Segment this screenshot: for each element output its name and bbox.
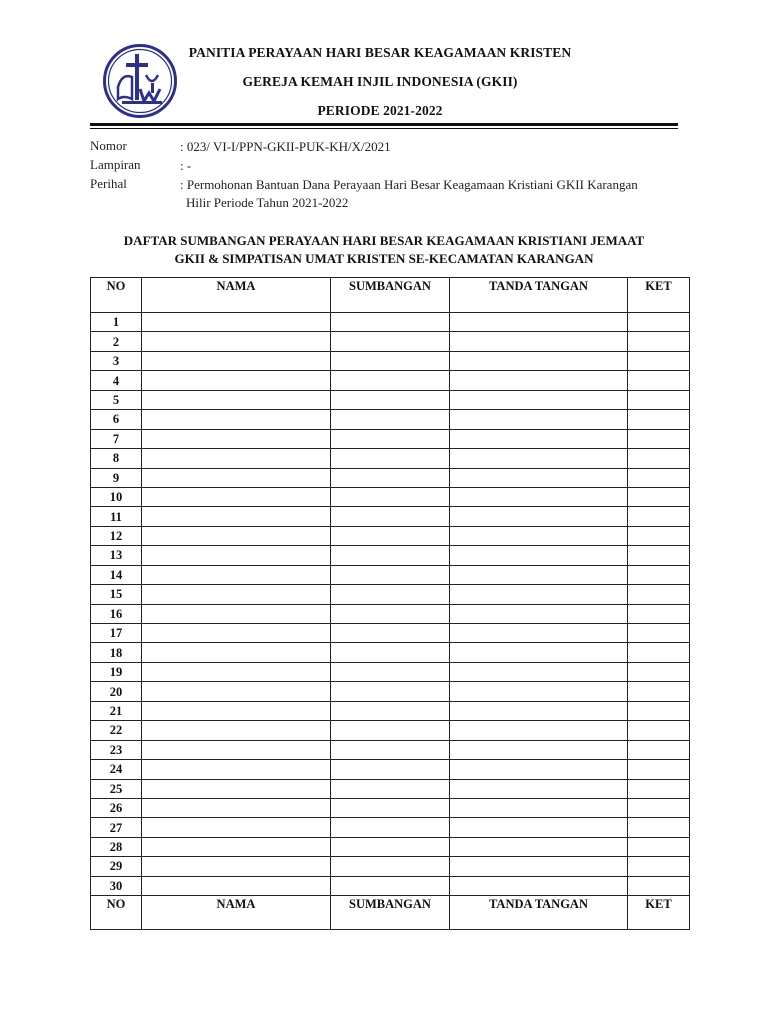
note-cell[interactable] (628, 682, 690, 701)
name-cell[interactable] (142, 818, 331, 837)
note-cell[interactable] (628, 585, 690, 604)
row-number: 25 (91, 779, 142, 798)
column-footer: SUMBANGAN (331, 896, 450, 930)
table-row (91, 740, 690, 759)
row-number: 17 (91, 624, 142, 643)
perihal-value-1: : Permohonan Bantuan Dana Perayaan Hari Besar Keagamaan Kristiani GKII Karangan (180, 177, 638, 192)
signature-cell[interactable] (450, 779, 628, 798)
column-header: NAMA (142, 278, 331, 313)
name-cell[interactable] (142, 701, 331, 720)
column-header: NO (91, 278, 142, 313)
table-row (91, 662, 690, 681)
table-row (91, 682, 690, 701)
column-footer: NAMA (142, 896, 331, 930)
note-cell[interactable] (628, 721, 690, 740)
name-cell[interactable] (142, 332, 331, 351)
note-cell[interactable] (628, 643, 690, 662)
table-header-row (91, 278, 690, 313)
note-cell[interactable] (628, 604, 690, 623)
table-footer-row (91, 896, 690, 930)
signature-cell[interactable] (450, 624, 628, 643)
name-cell[interactable] (142, 682, 331, 701)
row-number: 1 (91, 313, 142, 332)
amount-cell[interactable] (331, 546, 450, 565)
table-row (91, 624, 690, 643)
amount-cell[interactable] (331, 876, 450, 895)
lampiran-value: : - (180, 158, 192, 173)
table-row (91, 449, 690, 468)
table-row (91, 390, 690, 409)
amount-cell[interactable] (331, 760, 450, 779)
row-number: 9 (91, 468, 142, 487)
note-cell[interactable] (628, 526, 690, 545)
signature-cell[interactable] (450, 487, 628, 506)
amount-cell[interactable] (331, 507, 450, 526)
org-name: PANITIA PERAYAAN HARI BESAR KEAGAMAAN KRISTEN (188, 45, 572, 60)
amount-cell[interactable] (331, 662, 450, 681)
column-header: TANDA TANGAN (450, 278, 628, 313)
note-cell[interactable] (628, 565, 690, 584)
signature-cell[interactable] (450, 410, 628, 429)
row-number: 11 (91, 507, 142, 526)
table-row (91, 468, 690, 487)
row-number: 6 (91, 410, 142, 429)
signature-cell[interactable] (450, 760, 628, 779)
name-cell[interactable] (142, 760, 331, 779)
row-number: 10 (91, 487, 142, 506)
table-row (91, 837, 690, 856)
table-row (91, 565, 690, 584)
name-cell[interactable] (142, 857, 331, 876)
row-number: 23 (91, 740, 142, 759)
signature-cell[interactable] (450, 332, 628, 351)
table-row (91, 585, 690, 604)
row-number: 29 (91, 857, 142, 876)
signature-cell[interactable] (450, 565, 628, 584)
table-row (91, 371, 690, 390)
signature-cell[interactable] (450, 546, 628, 565)
note-cell[interactable] (628, 662, 690, 681)
signature-cell[interactable] (450, 507, 628, 526)
church-name: GEREJA KEMAH INJIL INDONESIA (GKII) (242, 74, 518, 89)
table-row (91, 546, 690, 565)
note-cell[interactable] (628, 857, 690, 876)
row-number: 2 (91, 332, 142, 351)
name-cell[interactable] (142, 643, 331, 662)
note-cell[interactable] (628, 371, 690, 390)
signature-cell[interactable] (450, 429, 628, 448)
signature-cell[interactable] (450, 371, 628, 390)
name-cell[interactable] (142, 313, 331, 332)
amount-cell[interactable] (331, 798, 450, 817)
list-title (90, 232, 678, 268)
header-rule-thin (90, 128, 678, 129)
row-number: 19 (91, 662, 142, 681)
note-cell[interactable] (628, 701, 690, 720)
amount-cell[interactable] (331, 779, 450, 798)
amount-cell[interactable] (331, 701, 450, 720)
signature-cell[interactable] (450, 526, 628, 545)
name-cell[interactable] (142, 798, 331, 817)
name-cell[interactable] (142, 876, 331, 895)
table-row (91, 487, 690, 506)
name-cell[interactable] (142, 410, 331, 429)
nomor-value: : 023/ VI-I/PPN-GKII-PUK-KH/X/2021 (180, 139, 391, 154)
name-cell[interactable] (142, 740, 331, 759)
row-number: 27 (91, 818, 142, 837)
row-number: 7 (91, 429, 142, 448)
amount-cell[interactable] (331, 721, 450, 740)
row-number: 13 (91, 546, 142, 565)
row-number: 21 (91, 701, 142, 720)
note-cell[interactable] (628, 876, 690, 895)
column-header: SUMBANGAN (331, 278, 450, 313)
table-row (91, 779, 690, 798)
table-row (91, 410, 690, 429)
table-row (91, 701, 690, 720)
name-cell[interactable] (142, 507, 331, 526)
name-cell[interactable] (142, 721, 331, 740)
note-cell[interactable] (628, 818, 690, 837)
note-cell[interactable] (628, 468, 690, 487)
amount-cell[interactable] (331, 682, 450, 701)
column-footer: NO (91, 896, 142, 930)
amount-cell[interactable] (331, 624, 450, 643)
donation-table (90, 277, 690, 930)
perihal-label: Perihal (90, 176, 127, 191)
amount-cell[interactable] (331, 585, 450, 604)
table-row (91, 332, 690, 351)
amount-cell[interactable] (331, 371, 450, 390)
row-number: 3 (91, 351, 142, 370)
note-cell[interactable] (628, 546, 690, 565)
name-cell[interactable] (142, 371, 331, 390)
name-cell[interactable] (142, 351, 331, 370)
row-number: 22 (91, 721, 142, 740)
row-number: 4 (91, 371, 142, 390)
note-cell[interactable] (628, 798, 690, 817)
signature-cell[interactable] (450, 390, 628, 409)
amount-cell[interactable] (331, 390, 450, 409)
note-cell[interactable] (628, 390, 690, 409)
note-cell[interactable] (628, 779, 690, 798)
name-cell[interactable] (142, 662, 331, 681)
lampiran-label: Lampiran (90, 157, 141, 172)
row-number: 18 (91, 643, 142, 662)
column-header: KET (628, 278, 690, 313)
table-row (91, 507, 690, 526)
signature-cell[interactable] (450, 604, 628, 623)
note-cell[interactable] (628, 507, 690, 526)
row-number: 30 (91, 876, 142, 895)
name-cell[interactable] (142, 779, 331, 798)
signature-cell[interactable] (450, 643, 628, 662)
note-cell[interactable] (628, 837, 690, 856)
amount-cell[interactable] (331, 604, 450, 623)
name-cell[interactable] (142, 526, 331, 545)
name-cell[interactable] (142, 546, 331, 565)
row-number: 20 (91, 682, 142, 701)
amount-cell[interactable] (331, 818, 450, 837)
row-number: 15 (91, 585, 142, 604)
name-cell[interactable] (142, 390, 331, 409)
signature-cell[interactable] (450, 313, 628, 332)
note-cell[interactable] (628, 624, 690, 643)
row-number: 24 (91, 760, 142, 779)
amount-cell[interactable] (331, 410, 450, 429)
signature-cell[interactable] (450, 449, 628, 468)
row-number: 26 (91, 798, 142, 817)
amount-cell[interactable] (331, 837, 450, 856)
amount-cell[interactable] (331, 313, 450, 332)
row-number: 8 (91, 449, 142, 468)
amount-cell[interactable] (331, 740, 450, 759)
signature-cell[interactable] (450, 837, 628, 856)
amount-cell[interactable] (331, 857, 450, 876)
amount-cell[interactable] (331, 429, 450, 448)
amount-cell[interactable] (331, 332, 450, 351)
table-row (91, 798, 690, 817)
signature-cell[interactable] (450, 740, 628, 759)
list-title-line-1: DAFTAR SUMBANGAN PERAYAAN HARI BESAR KEAGAMAAN KRISTIANI JEMAAT (123, 233, 645, 248)
name-cell[interactable] (142, 604, 331, 623)
signature-cell[interactable] (450, 721, 628, 740)
column-footer: KET (628, 896, 690, 930)
note-cell[interactable] (628, 332, 690, 351)
name-cell[interactable] (142, 624, 331, 643)
amount-cell[interactable] (331, 565, 450, 584)
note-cell[interactable] (628, 313, 690, 332)
amount-cell[interactable] (331, 468, 450, 487)
table-row (91, 760, 690, 779)
table-row (91, 857, 690, 876)
list-title-line-2: GKII & SIMPATISAN UMAT KRISTEN SE-KECAMATAN KARANGAN (174, 251, 594, 266)
note-cell[interactable] (628, 429, 690, 448)
name-cell[interactable] (142, 468, 331, 487)
name-cell[interactable] (142, 449, 331, 468)
note-cell[interactable] (628, 487, 690, 506)
perihal-value-2: Hilir Periode Tahun 2021-2022 (186, 195, 349, 210)
amount-cell[interactable] (331, 526, 450, 545)
table-row (91, 876, 690, 895)
amount-cell[interactable] (331, 487, 450, 506)
table-row (91, 818, 690, 837)
row-number: 14 (91, 565, 142, 584)
table-row (91, 604, 690, 623)
column-footer: TANDA TANGAN (450, 896, 628, 930)
signature-cell[interactable] (450, 857, 628, 876)
name-cell[interactable] (142, 585, 331, 604)
signature-cell[interactable] (450, 662, 628, 681)
note-cell[interactable] (628, 351, 690, 370)
amount-cell[interactable] (331, 351, 450, 370)
period: PERIODE 2021-2022 (317, 103, 443, 118)
table-row (91, 526, 690, 545)
table-row (91, 429, 690, 448)
note-cell[interactable] (628, 410, 690, 429)
row-number: 12 (91, 526, 142, 545)
note-cell[interactable] (628, 760, 690, 779)
row-number: 16 (91, 604, 142, 623)
signature-cell[interactable] (450, 585, 628, 604)
signature-cell[interactable] (450, 876, 628, 895)
name-cell[interactable] (142, 565, 331, 584)
amount-cell[interactable] (331, 449, 450, 468)
signature-cell[interactable] (450, 351, 628, 370)
note-cell[interactable] (628, 740, 690, 759)
amount-cell[interactable] (331, 643, 450, 662)
row-number: 5 (91, 390, 142, 409)
signature-cell[interactable] (450, 468, 628, 487)
header-rule-thick (90, 123, 678, 126)
name-cell[interactable] (142, 429, 331, 448)
note-cell[interactable] (628, 449, 690, 468)
table-row (91, 643, 690, 662)
signature-cell[interactable] (450, 701, 628, 720)
table-row (91, 313, 690, 332)
table-row (91, 351, 690, 370)
nomor-label: Nomor (90, 138, 127, 153)
signature-cell[interactable] (450, 682, 628, 701)
row-number: 28 (91, 837, 142, 856)
signature-cell[interactable] (450, 818, 628, 837)
table-row (91, 721, 690, 740)
name-cell[interactable] (142, 487, 331, 506)
signature-cell[interactable] (450, 798, 628, 817)
name-cell[interactable] (142, 837, 331, 856)
